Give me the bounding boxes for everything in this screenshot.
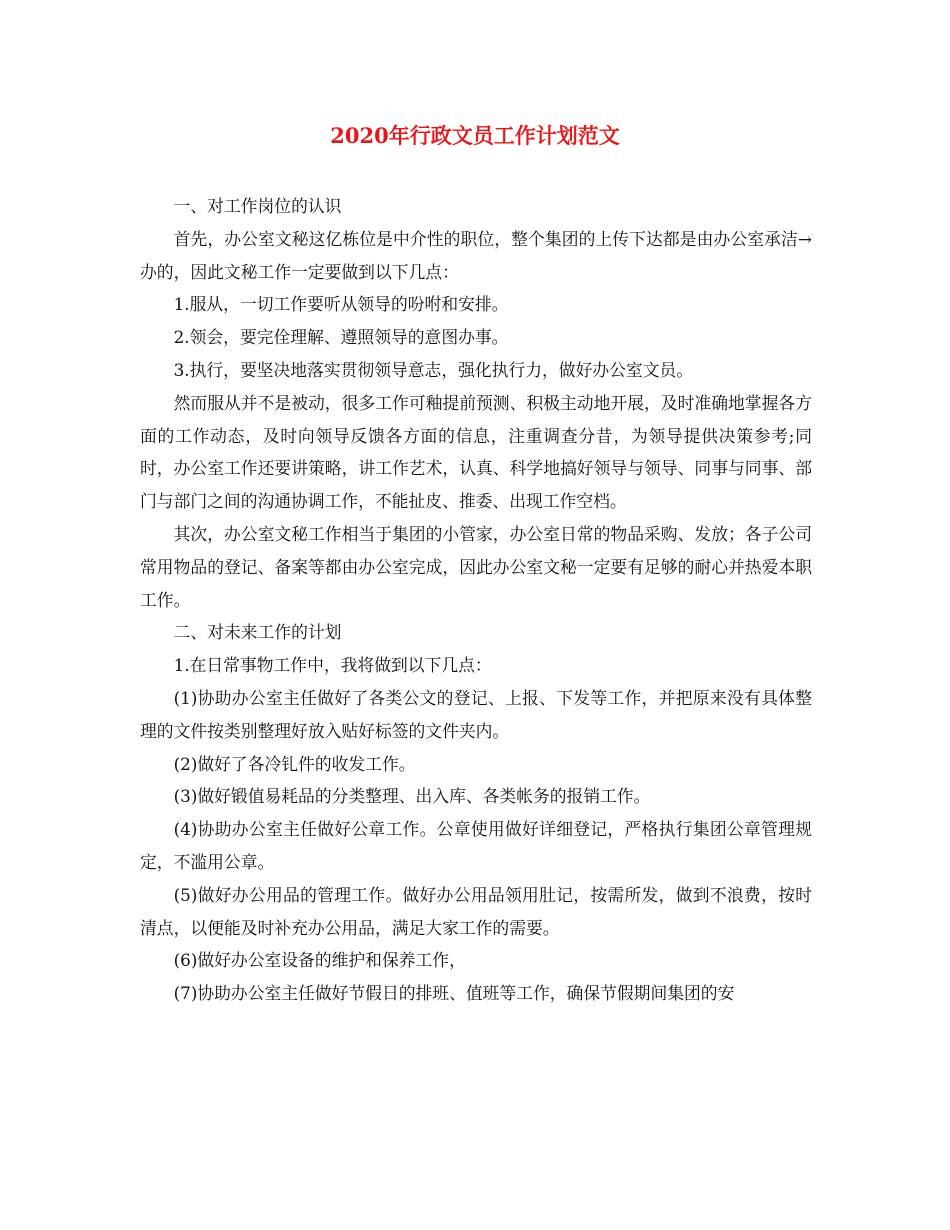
heading-section-1: 一、对工作岗位的认识 — [173, 196, 342, 216]
document-body — [140, 190, 812, 1010]
paragraph: 然而服从并不是被动，很多工作可釉提前预测、积极主动地开展，及时准确地掌握各方面的工作动态，及时向领导反馈各方面的信息，注重调查分昔，为领导提供决策参考;同时，办公室工作还要讲策略，讲工作艺术，认真、科学地搞好领导与领导、同事与同事、部门与部门之间的沟通协调工作，不能扯皮、推委、出现工作空档。 — [140, 392, 812, 512]
list-item: 1.服从，一切工作要听从领导的吩咐和安排。 — [173, 294, 509, 315]
list-item: (5)做好办公用品的管理工作。做好办公用品领用肚记，按需所发，做到不浪费，按时清点，以便能及时补充办公用品，满足大家工作的需要。 — [140, 884, 812, 938]
paragraph: 其次，办公室文秘工作相当于集团的小管家，办公室日常的物品采购、发放；各子公司常用物品的登记、备案等都由办公室完成，因此办公室文秘一定要有足够的耐心并热爱本职工作。 — [140, 523, 812, 610]
list-item: (4)协助办公室主任做好公章工作。公章使用做好详细登记，严格执行集团公章管理规定，不滥用公章。 — [140, 819, 812, 872]
list-item: (1)协助办公室主任做好了各类公文的登记、上报、下发等工作，并把原来没有具体整理的文件按类别整理好放入贴好标签的文件夹内。 — [140, 687, 812, 741]
list-item: (3)做好锻值易耗品的分类整理、出入库、各类帐务的报销工作。 — [173, 786, 651, 807]
document-title: 2020年行政文员工作计划范文 — [330, 123, 620, 148]
paragraph: 首先，办公室文秘这亿栋位是中介性的职位，整个集团的上传下达都是由办公室承洁→办的，因此文秘工作一定要做到以下几点： — [140, 228, 812, 282]
list-item: 2.领会，要完佺理解、遵照领导的意图办事。 — [173, 327, 509, 348]
list-item: 3.执行，要坚决地落实贯彻领导意志，强化执行力，做好办公室文员。 — [173, 359, 694, 380]
list-item: (7)协助办公室主任做好节假日的排班、值班等工作，确保节假期间集团的安 — [173, 983, 735, 1004]
list-item: (2)做好了各冷钆件的收发工作。 — [173, 753, 416, 774]
list-item: 1.在日常事物工作中，我将做到以下几点： — [173, 655, 492, 676]
list-item: (6)做好办公室设备的维护和保养工作， — [173, 950, 466, 971]
heading-section-2: 二、对未来工作的计划 — [173, 622, 342, 643]
